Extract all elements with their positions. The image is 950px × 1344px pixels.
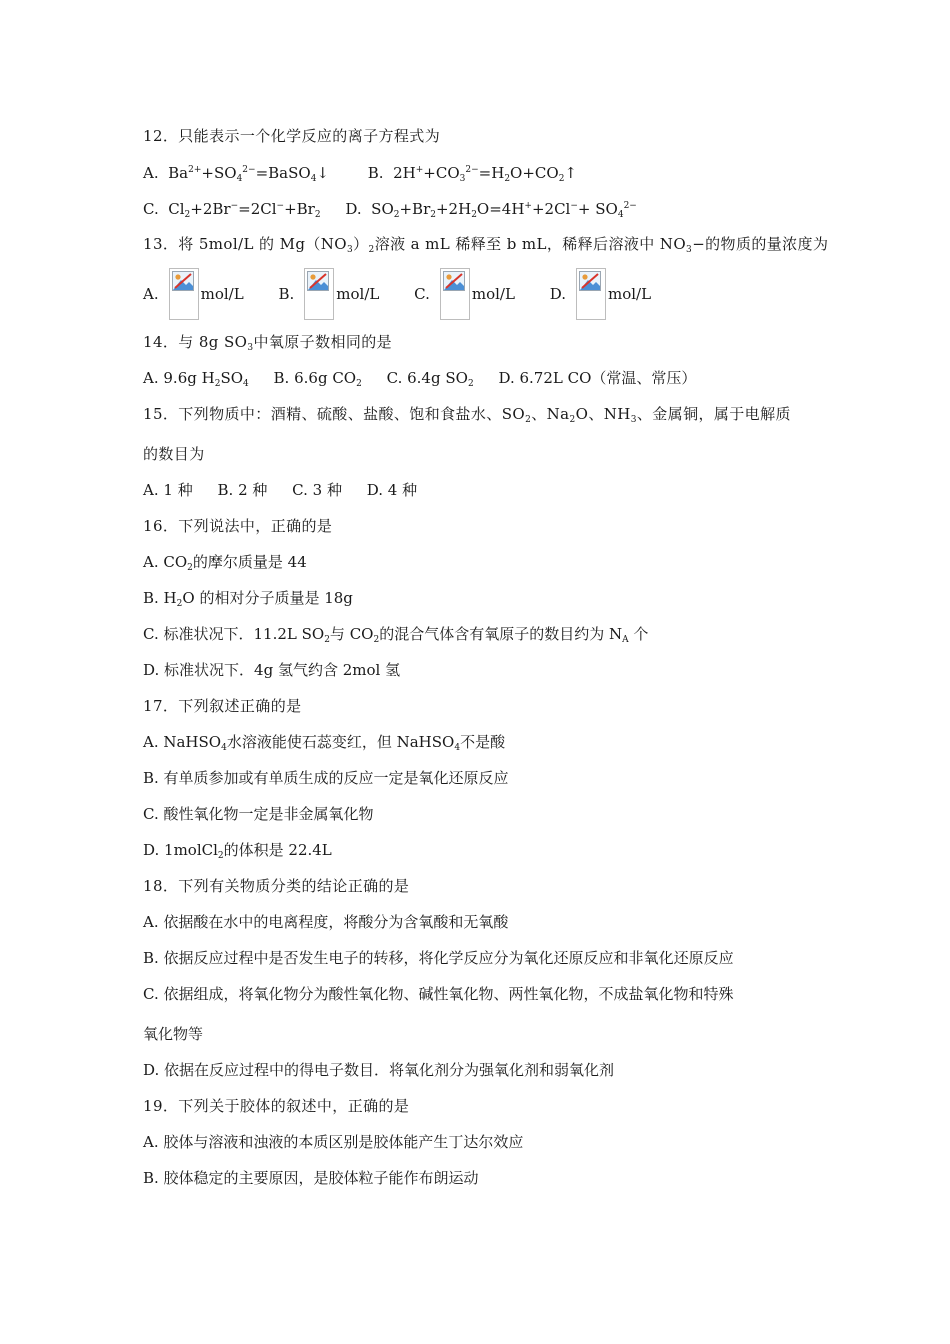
q18-option-c[interactable]: C. 依据组成，将氧化物分为酸性氧化物、碱性氧化物、两性氧化物，不成盐氧化物和特殊 bbox=[143, 985, 734, 1003]
q12-option-a[interactable]: A. $Ba^{2+}+SO_4^{2-}=BaSO_4↓$ bbox=[143, 164, 329, 184]
q13-options bbox=[143, 268, 681, 320]
q15-option-a[interactable]: A. 1 种 bbox=[143, 481, 193, 499]
q17-option-b[interactable]: B. 有单质参加或有单质生成的反应一定是氧化还原反应 bbox=[143, 769, 509, 787]
broken-image-icon bbox=[304, 268, 334, 320]
q15-stem-cont: 的数目为 bbox=[143, 445, 205, 463]
q18-option-b[interactable]: B. 依据反应过程中是否发生电子的转移，将化学反应分为氧化还原反应和非氧化还原反应 bbox=[143, 949, 734, 967]
q18-option-a[interactable]: A. 依据酸在水中的电离程度，将酸分为含氧酸和无氧酸 bbox=[143, 913, 509, 931]
q12-option-b[interactable]: B. $2H^++CO_3^{2-}=H_2O+CO_2↑$ bbox=[367, 164, 577, 184]
q19-option-a[interactable]: A. 胶体与溶液和浊液的本质区别是胶体能产生丁达尔效应 bbox=[143, 1133, 524, 1151]
q14-option-b[interactable]: B. 6.6g $CO_2$ bbox=[273, 369, 362, 389]
q15-stem: 15．下列物质中：酒精、硫酸、盐酸、饱和食盐水、$SO_2$、$Na_2O$、$NH_3$、金属铜，属于电解质 bbox=[143, 405, 791, 425]
q15-option-c[interactable]: C. 3 种 bbox=[292, 481, 342, 499]
q19-stem: 19．下列关于胶体的叙述中，正确的是 bbox=[143, 1097, 410, 1115]
q14-stem: 14．与 8g $SO_3$中氧原子数相同的是 bbox=[143, 333, 393, 353]
q17-option-c[interactable]: C. 酸性氧化物一定是非金属氧化物 bbox=[143, 805, 374, 823]
q16-option-b[interactable]: B. $H_2O$ 的相对分子质量是 18g bbox=[143, 589, 353, 609]
q12-stem: 12．只能表示一个化学反应的离子方程式为 bbox=[143, 127, 441, 145]
q18-stem: 18．下列有关物质分类的结论正确的是 bbox=[143, 877, 410, 895]
q13-option-b[interactable]: B. mol/L bbox=[278, 268, 379, 320]
q12-options-cd bbox=[143, 199, 637, 219]
q12-option-c[interactable]: C. $Cl_2+2Br^-=2Cl^-+Br_2$ bbox=[143, 200, 321, 220]
q13-stem: 13．将 5mol/L 的 $Mg(NO_3)_2$溶液 a mL 稀释至 b mL，稀释后溶液中 $NO_3-$的物质的量浓度为 bbox=[143, 235, 829, 255]
broken-image-icon bbox=[440, 268, 470, 320]
q15-options bbox=[143, 480, 417, 500]
q13-option-a[interactable]: A. mol/L bbox=[143, 268, 244, 320]
q12-option-d[interactable]: D. $SO_2+Br_2+2H_2O=4H^++2Cl^-+ SO_4^{2-}$ bbox=[345, 200, 637, 220]
broken-image-icon bbox=[576, 268, 606, 320]
q14-option-d[interactable]: D. 6.72L CO（常温、常压） bbox=[498, 369, 697, 387]
q14-option-c[interactable]: C. 6.4g $SO_2$ bbox=[386, 369, 474, 389]
q15-option-b[interactable]: B. 2 种 bbox=[217, 481, 268, 499]
q18-option-d[interactable]: D. 依据在反应过程中的得电子数目．将氧化剂分为强氧化剂和弱氧化剂 bbox=[143, 1061, 615, 1079]
q18-option-c-cont: 氧化物等 bbox=[143, 1025, 204, 1043]
q16-stem: 16．下列说法中，正确的是 bbox=[143, 517, 333, 535]
q19-option-b[interactable]: B. 胶体稳定的主要原因，是胶体粒子能作布朗运动 bbox=[143, 1169, 479, 1187]
q15-option-d[interactable]: D. 4 种 bbox=[366, 481, 418, 499]
q16-option-d[interactable]: D. 标准状况下．4g 氢气约含 2mol 氢 bbox=[143, 661, 401, 679]
q17-option-d[interactable]: D. 1molCl$_2$的体积是 22.4L bbox=[143, 841, 332, 861]
q16-option-a[interactable]: A. $CO_2$的摩尔质量是 44 bbox=[143, 553, 307, 573]
q12-options-ab bbox=[143, 163, 577, 183]
q14-option-a[interactable]: A. 9.6g $H_2SO_4$ bbox=[143, 369, 249, 389]
q13-option-c[interactable]: C. mol/L bbox=[414, 268, 515, 320]
q17-stem: 17．下列叙述正确的是 bbox=[143, 697, 302, 715]
broken-image-icon bbox=[169, 268, 199, 320]
q13-option-d[interactable]: D. mol/L bbox=[550, 268, 651, 320]
q17-option-a[interactable]: A. NaHSO$_4$水溶液能使石蕊变红，但 NaHSO$_4$不是酸 bbox=[143, 733, 506, 753]
q14-options bbox=[143, 368, 696, 388]
q16-option-c[interactable]: C. 标准状况下．11.2L $SO_2$与 $CO_2$的混合气体含有氧原子的数目约为 $N_A$ 个 bbox=[143, 625, 649, 645]
